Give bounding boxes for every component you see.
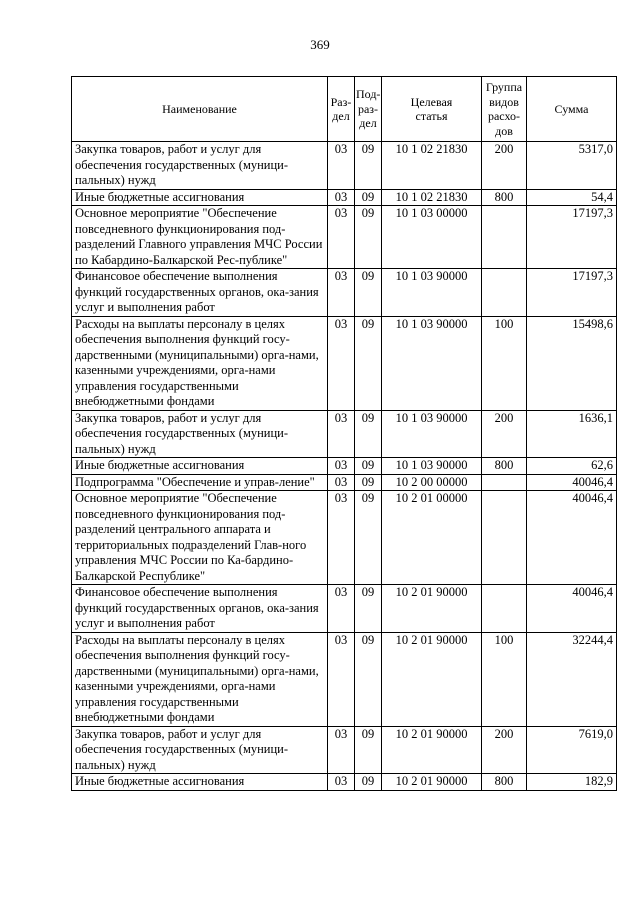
row-sum-cell: 182,9 xyxy=(527,774,617,791)
row-sum-cell: 17197,3 xyxy=(527,269,617,317)
row-name-cell: Закупка товаров, работ и услуг для обеспечения государственных (муници-пальных) нужд xyxy=(72,726,328,774)
header-subsection: Под- раз- дел xyxy=(355,77,382,142)
row-sum-cell: 17197,3 xyxy=(527,206,617,269)
page-number: 369 xyxy=(310,37,330,52)
row-group-cell: 800 xyxy=(482,774,527,791)
header-group: Группа видов расхо- дов xyxy=(482,77,527,142)
row-section-cell: 03 xyxy=(328,491,355,585)
row-name-cell: Расходы на выплаты персоналу в целях обеспечения выполнения функций госу-дарственными (муниципальными) орга-нами, казенными учреждениями, орга-нами управления государственными внебюджетными фондами xyxy=(72,316,328,410)
row-subsection-cell: 09 xyxy=(355,410,382,458)
row-subsection-cell: 09 xyxy=(355,206,382,269)
row-name-cell: Основное мероприятие "Обеспечение повседневного функционирования под-разделений центрального аппарата и территориальных подразделений Глав-ного управления МЧС России по Ка-бардино-Балкарской Республике" xyxy=(72,491,328,585)
row-subsection-cell: 09 xyxy=(355,316,382,410)
row-section-cell: 03 xyxy=(328,316,355,410)
row-section-cell: 03 xyxy=(328,774,355,791)
row-section-cell: 03 xyxy=(328,726,355,774)
row-group-cell: 200 xyxy=(482,410,527,458)
row-name-cell: Иные бюджетные ассигнования xyxy=(72,189,328,206)
row-name-cell: Иные бюджетные ассигнования xyxy=(72,774,328,791)
row-group-cell xyxy=(482,585,527,633)
row-subsection-cell: 09 xyxy=(355,474,382,491)
row-target-cell: 10 2 01 90000 xyxy=(382,774,482,791)
header-name: Наименование xyxy=(72,77,328,142)
row-sum-cell: 54,4 xyxy=(527,189,617,206)
row-section-cell: 03 xyxy=(328,142,355,190)
row-target-cell: 10 1 03 00000 xyxy=(382,206,482,269)
row-section-cell: 03 xyxy=(328,189,355,206)
row-group-cell xyxy=(482,269,527,317)
table-row xyxy=(72,206,617,269)
row-target-cell: 10 1 03 90000 xyxy=(382,458,482,475)
table-row xyxy=(72,726,617,774)
row-name-cell: Основное мероприятие "Обеспечение повседневного функционирования под-разделений Главного управления МЧС России по Кабардино-Балкарской Рес-публике" xyxy=(72,206,328,269)
row-name-cell: Иные бюджетные ассигнования xyxy=(72,458,328,475)
row-section-cell: 03 xyxy=(328,632,355,726)
row-subsection-cell: 09 xyxy=(355,632,382,726)
row-section-cell: 03 xyxy=(328,458,355,475)
row-group-cell: 200 xyxy=(482,726,527,774)
row-section-cell: 03 xyxy=(328,474,355,491)
table-row xyxy=(72,458,617,475)
table-row xyxy=(72,632,617,726)
table-row xyxy=(72,269,617,317)
row-subsection-cell: 09 xyxy=(355,491,382,585)
budget-table xyxy=(71,76,617,791)
row-target-cell: 10 2 01 90000 xyxy=(382,632,482,726)
row-group-cell: 100 xyxy=(482,316,527,410)
row-group-cell xyxy=(482,206,527,269)
row-name-cell: Финансовое обеспечение выполнения функций государственных органов, ока-зания услуг и выполнения работ xyxy=(72,269,328,317)
row-subsection-cell: 09 xyxy=(355,726,382,774)
row-name-cell: Расходы на выплаты персоналу в целях обеспечения выполнения функций госу-дарственными (муниципальными) орга-нами, казенными учреждениями, орга-нами управления государственными внебюджетными фондами xyxy=(72,632,328,726)
row-group-cell xyxy=(482,491,527,585)
row-subsection-cell: 09 xyxy=(355,585,382,633)
table-row xyxy=(72,774,617,791)
row-sum-cell: 1636,1 xyxy=(527,410,617,458)
row-section-cell: 03 xyxy=(328,585,355,633)
table-row xyxy=(72,585,617,633)
row-sum-cell: 5317,0 xyxy=(527,142,617,190)
row-target-cell: 10 1 02 21830 xyxy=(382,189,482,206)
row-name-cell: Финансовое обеспечение выполнения функций государственных органов, ока-зания услуг и выполнения работ xyxy=(72,585,328,633)
row-group-cell xyxy=(482,474,527,491)
row-target-cell: 10 2 01 90000 xyxy=(382,726,482,774)
row-sum-cell: 40046,4 xyxy=(527,585,617,633)
table-row xyxy=(72,142,617,190)
row-subsection-cell: 09 xyxy=(355,774,382,791)
row-sum-cell: 40046,4 xyxy=(527,491,617,585)
row-sum-cell: 32244,4 xyxy=(527,632,617,726)
row-sum-cell: 7619,0 xyxy=(527,726,617,774)
row-name-cell: Подпрограмма "Обеспечение и управ-ление" xyxy=(72,474,328,491)
row-subsection-cell: 09 xyxy=(355,142,382,190)
row-group-cell: 800 xyxy=(482,189,527,206)
row-section-cell: 03 xyxy=(328,410,355,458)
row-subsection-cell: 09 xyxy=(355,189,382,206)
row-name-cell: Закупка товаров, работ и услуг для обеспечения государственных (муници-пальных) нужд xyxy=(72,410,328,458)
row-target-cell: 10 1 02 21830 xyxy=(382,142,482,190)
row-group-cell: 800 xyxy=(482,458,527,475)
row-name-cell: Закупка товаров, работ и услуг для обеспечения государственных (муници-пальных) нужд xyxy=(72,142,328,190)
table-row xyxy=(72,189,617,206)
header-section: Раз- дел xyxy=(328,77,355,142)
row-sum-cell: 15498,6 xyxy=(527,316,617,410)
header-target: Целевая статья xyxy=(382,77,482,142)
row-section-cell: 03 xyxy=(328,269,355,317)
table-row xyxy=(72,474,617,491)
row-subsection-cell: 09 xyxy=(355,458,382,475)
row-target-cell: 10 2 01 00000 xyxy=(382,491,482,585)
row-sum-cell: 40046,4 xyxy=(527,474,617,491)
row-group-cell: 100 xyxy=(482,632,527,726)
table-header-row xyxy=(72,77,617,142)
row-section-cell: 03 xyxy=(328,206,355,269)
row-target-cell: 10 2 00 00000 xyxy=(382,474,482,491)
row-sum-cell: 62,6 xyxy=(527,458,617,475)
row-subsection-cell: 09 xyxy=(355,269,382,317)
table-row xyxy=(72,410,617,458)
row-group-cell: 200 xyxy=(482,142,527,190)
row-target-cell: 10 1 03 90000 xyxy=(382,269,482,317)
table-row xyxy=(72,316,617,410)
row-target-cell: 10 1 03 90000 xyxy=(382,316,482,410)
row-target-cell: 10 2 01 90000 xyxy=(382,585,482,633)
row-target-cell: 10 1 03 90000 xyxy=(382,410,482,458)
header-sum: Сумма xyxy=(527,77,617,142)
table-row xyxy=(72,491,617,585)
